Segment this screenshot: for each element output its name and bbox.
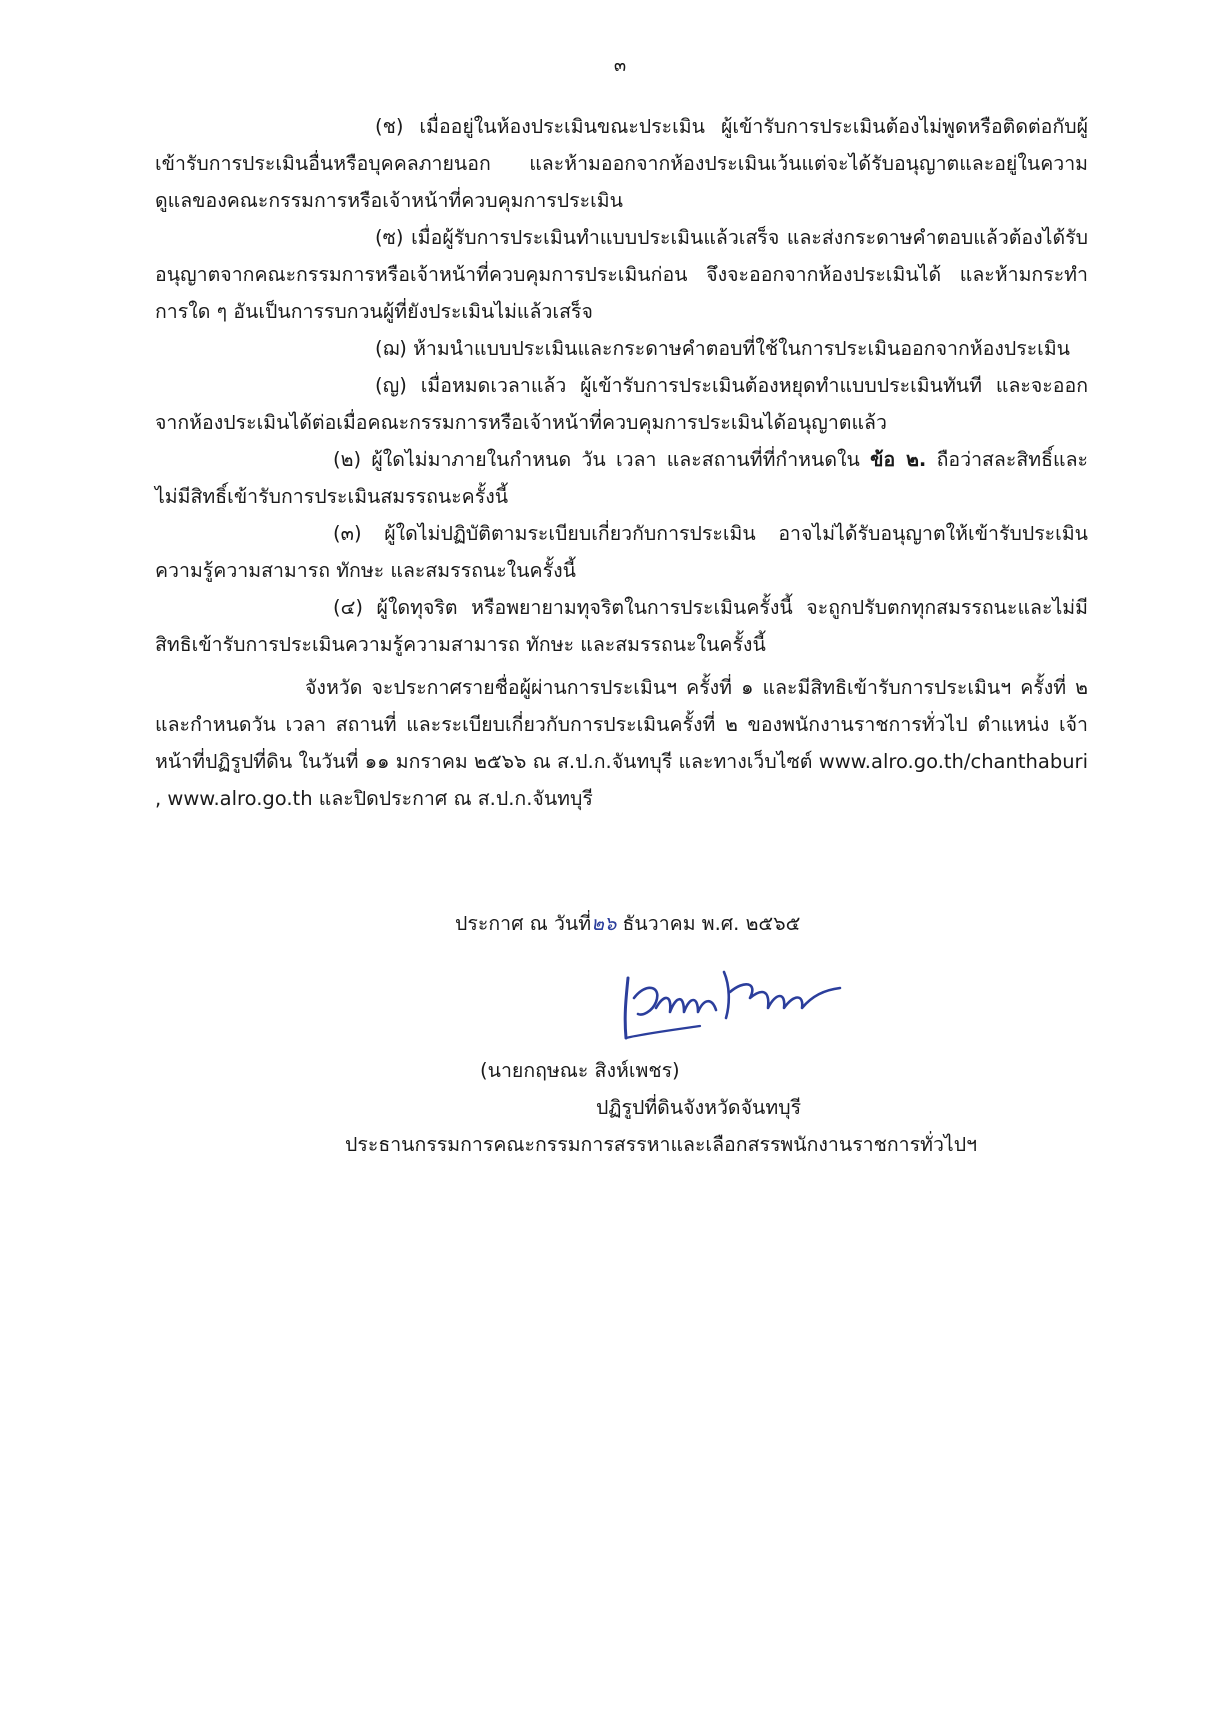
item-2-text: (๒) ผู้ใดไม่มาภายในกำหนด วัน เวลา และสถานที่ที่กำหนดใน	[333, 448, 871, 471]
clause-so: (ซ) เมื่อผู้รับการประเมินทำแบบประเมินแล้วเสร็จ และส่งกระดาษคำตอบแล้วต้องได้รับอนุญาตจากคณะกรรมการหรือเจ้าหน้าที่ควบคุมการประเมินก่อน จึงจะออกจากห้องประเมินได้ และห้ามกระทำการใด ๆ อันเป็นการรบกวนผู้ที่ยังประเมินไม่แล้วเสร็จ	[155, 226, 1088, 323]
item-3: (๓) ผู้ใดไม่ปฏิบัติตามระเบียบเกี่ยวกับการประเมิน อาจไม่ได้รับอนุญาตให้เข้ารับประเมินความรู้ความสามารถ ทักษะ และสมรรถนะในครั้งนี้	[155, 522, 1088, 582]
clause-cho: (ช) เมื่ออยู่ในห้องประเมินขณะประเมิน ผู้เข้ารับการประเมินต้องไม่พูดหรือติดต่อกับผู้เข้ารับการประเมินอื่นหรือบุคคลภายนอก และห้ามออกจากห้องประเมินเว้นแต่จะได้รับอนุญาตและอยู่ในความดูแลของคณะกรรมการหรือเจ้าหน้าที่ควบคุมการประเมิน	[155, 115, 1088, 212]
signer-name: (นายกฤษณะ สิงห์เพชร)	[480, 1059, 680, 1082]
announcement-date	[455, 905, 800, 942]
item-2	[155, 441, 1088, 515]
signer-role: ประธานกรรมการคณะกรรมการสรรหาและเลือกสรรพนักงานราชการทั่วไปฯ	[345, 1133, 978, 1156]
signer-block	[0, 1052, 1205, 1163]
item-2-reference: ข้อ ๒.	[870, 448, 927, 471]
document-body	[155, 108, 1088, 817]
item-2-tail: ถือว่าสละสิทธิ์และไม่มีสิทธิ์เข้ารับการประเมินสมรรถนะครั้งนี้	[155, 448, 1088, 508]
page-number: ๓	[613, 55, 627, 76]
clause-yo: (ญ) เมื่อหมดเวลาแล้ว ผู้เข้ารับการประเมินต้องหยุดทำแบบประเมินทันที และจะออกจากห้องประเมินได้ต่อเมื่อคณะกรรมการหรือเจ้าหน้าที่ควบคุมการประเมินได้อนุญาตแล้ว	[155, 374, 1088, 434]
clause-cho-choe: (ฌ) ห้ามนำแบบประเมินและกระดาษคำตอบที่ใช้ในการประเมินออกจากห้องประเมิน	[375, 337, 1071, 360]
date-day-handwritten: ๒๖	[591, 912, 617, 935]
announcement-paragraph: จังหวัด จะประกาศรายชื่อผู้ผ่านการประเมินฯ ครั้งที่ ๑ และมีสิทธิเข้ารับการประเมินฯ ครั้งที่ ๒ และกำหนดวัน เวลา สถานที่ และระเบียบเกี่ยวกับการประเมินครั้งที่ ๒ ของพนักงานราชการทั่วไป ตำแหน่ง เจ้าหน้าที่ปฏิรูปที่ดิน ในวันที่ ๑๑ มกราคม ๒๕๖๖ ณ ส.ป.ก.จันทบุรี และทางเว็บไซต์ www.alro.go.th/chanthaburi , www.alro.go.th และปิดประกาศ ณ ส.ป.ก.จันทบุรี	[155, 676, 1088, 810]
date-prefix: ประกาศ ณ วันที่	[455, 912, 592, 935]
item-4: (๔) ผู้ใดทุจริต หรือพยายามทุจริตในการประเมินครั้งนี้ จะถูกปรับตกทุกสมรรถนะและไม่มีสิทธิเข้ารับการประเมินความรู้ความสามารถ ทักษะ และสมรรถนะในครั้งนี้	[155, 596, 1088, 656]
handwritten-signature	[612, 968, 842, 1050]
signer-position: ปฏิรูปที่ดินจังหวัดจันทบุรี	[596, 1096, 802, 1119]
date-suffix: ธันวาคม พ.ศ. ๒๕๖๕	[616, 912, 801, 935]
